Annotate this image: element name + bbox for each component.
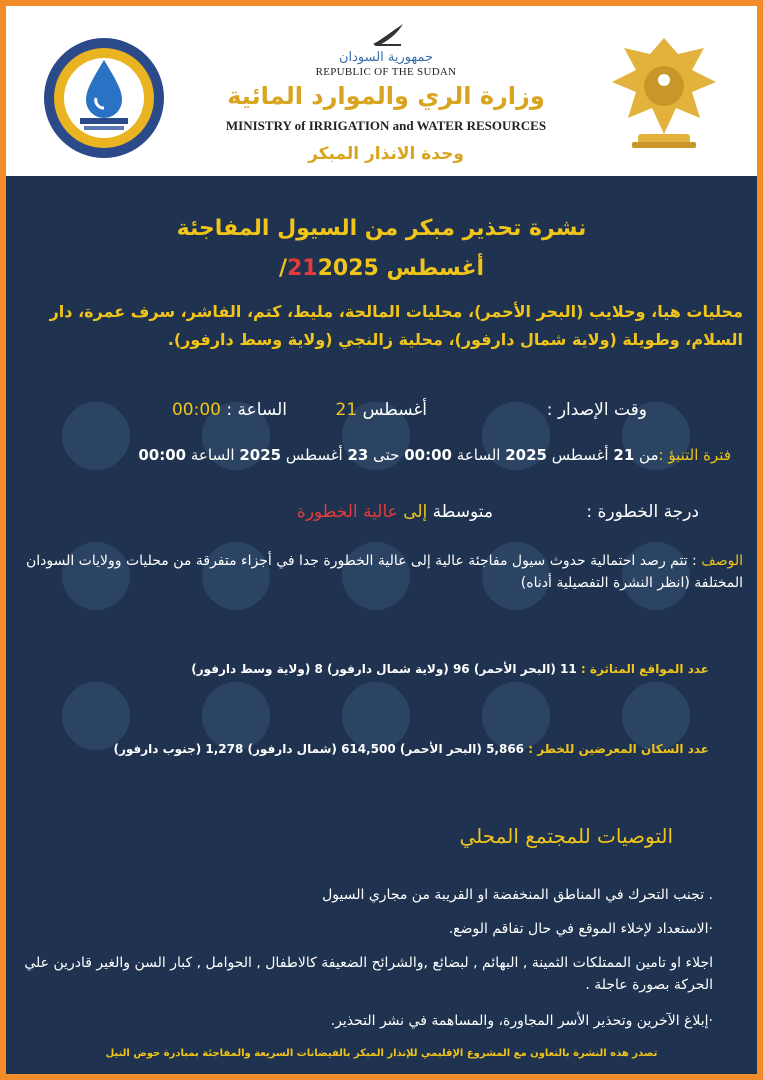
bulletin-title: نشرة تحذير مبكر من السيول المفاجئة	[176, 216, 587, 241]
recommendation-item: . تجنب التحرك في المناطق المنخفضة او القريبة من مجاري السيول	[322, 887, 713, 903]
header	[6, 6, 757, 176]
country-en: REPUBLIC OF THE SUDAN	[315, 66, 457, 78]
date-month: أغسطس	[386, 256, 485, 281]
issue-label: وقت الإصدار :	[546, 400, 647, 420]
severity-value: متوسطة إلى عالية الخطورة	[296, 502, 493, 522]
ministry-logo	[40, 34, 168, 162]
bulletin-frame	[6, 6, 757, 1074]
affected-sites: عدد المواقع المتاثرة : 11 (البحر الأحمر) 96 (ولاية شمال دارفور) 8 (ولاية وسط دارفور)	[191, 662, 709, 676]
sudan-emblem-icon	[608, 34, 720, 152]
date-day: 21	[287, 256, 318, 281]
affected-areas: محليات هيا، وحلايب (البحر الأحمر)، محليات المالحة، مليط، كتم، الفاشر، سرف عمرة، دار السلام، وطويلة (ولاية شمال دارفور)، محلية زالنجي (ولاية وسط دارفور).	[49, 302, 743, 349]
severity-label: درجة الخطورة :	[586, 502, 699, 522]
forecast-period: فترة التنبؤ :من 21 أغسطس 2025 الساعة 00:00 حتى 23 أغسطس 2025 الساعة 00:00	[138, 446, 731, 464]
recommendation-item: اجلاء او تامين الممتلكات الثمينة , البهائم , لبضائع ,والشرائح الضعيفة كالاطفال , الحوامل , كبار السن والغير قادرين علي الحركة بصورة عاجلة .	[24, 955, 713, 993]
population-at-risk: عدد السكان المعرضين للخطر : 5,866 (البحر الأحمر) 614,500 (شمال دارفور) 1,278 (جنوب دارفور)	[113, 742, 709, 756]
unit-ar: وحدة الانذار المبكر	[308, 144, 464, 164]
recommendation-item: ·إبلاغ الآخرين وتحذير الأسر المجاورة، والمساهمة في نشر التحذير.	[330, 1013, 713, 1029]
issue-time: الساعة : 00:00	[171, 400, 287, 420]
ministry-en: MINISTRY of IRRIGATION and WATER RESOURCES	[225, 118, 547, 133]
footer-note: تصدر هذه النشرة بالتعاون مع المشروع الإقليمي للإنذار المبكر بالفيضانات السريعة والمفاجئة بمبادرة حوض النيل	[105, 1048, 658, 1059]
ministry-ar: وزارة الري والموارد المائية	[227, 82, 545, 110]
quill-icon	[371, 22, 405, 48]
recommendation-item: ·الاستعداد لإخلاء الموقع في حال تفاقم الوضع.	[448, 921, 713, 937]
description: الوصف : تتم رصد احتمالية حدوث سيول مفاجئة عالية إلى عالية الخطورة جدا في أجزاء متفرقة من محليات وولايات السودان المختلفة (انظر النشرة التفصيلية أدناه)	[25, 553, 743, 591]
recommendations-title: التوصيات للمجتمع المحلي	[459, 824, 673, 848]
issue-date: أغسطس 21	[335, 400, 427, 420]
country-ar: جمهورية السودان	[338, 50, 434, 65]
bulletin-date	[6, 256, 757, 281]
date-year: 2025/	[278, 256, 379, 281]
